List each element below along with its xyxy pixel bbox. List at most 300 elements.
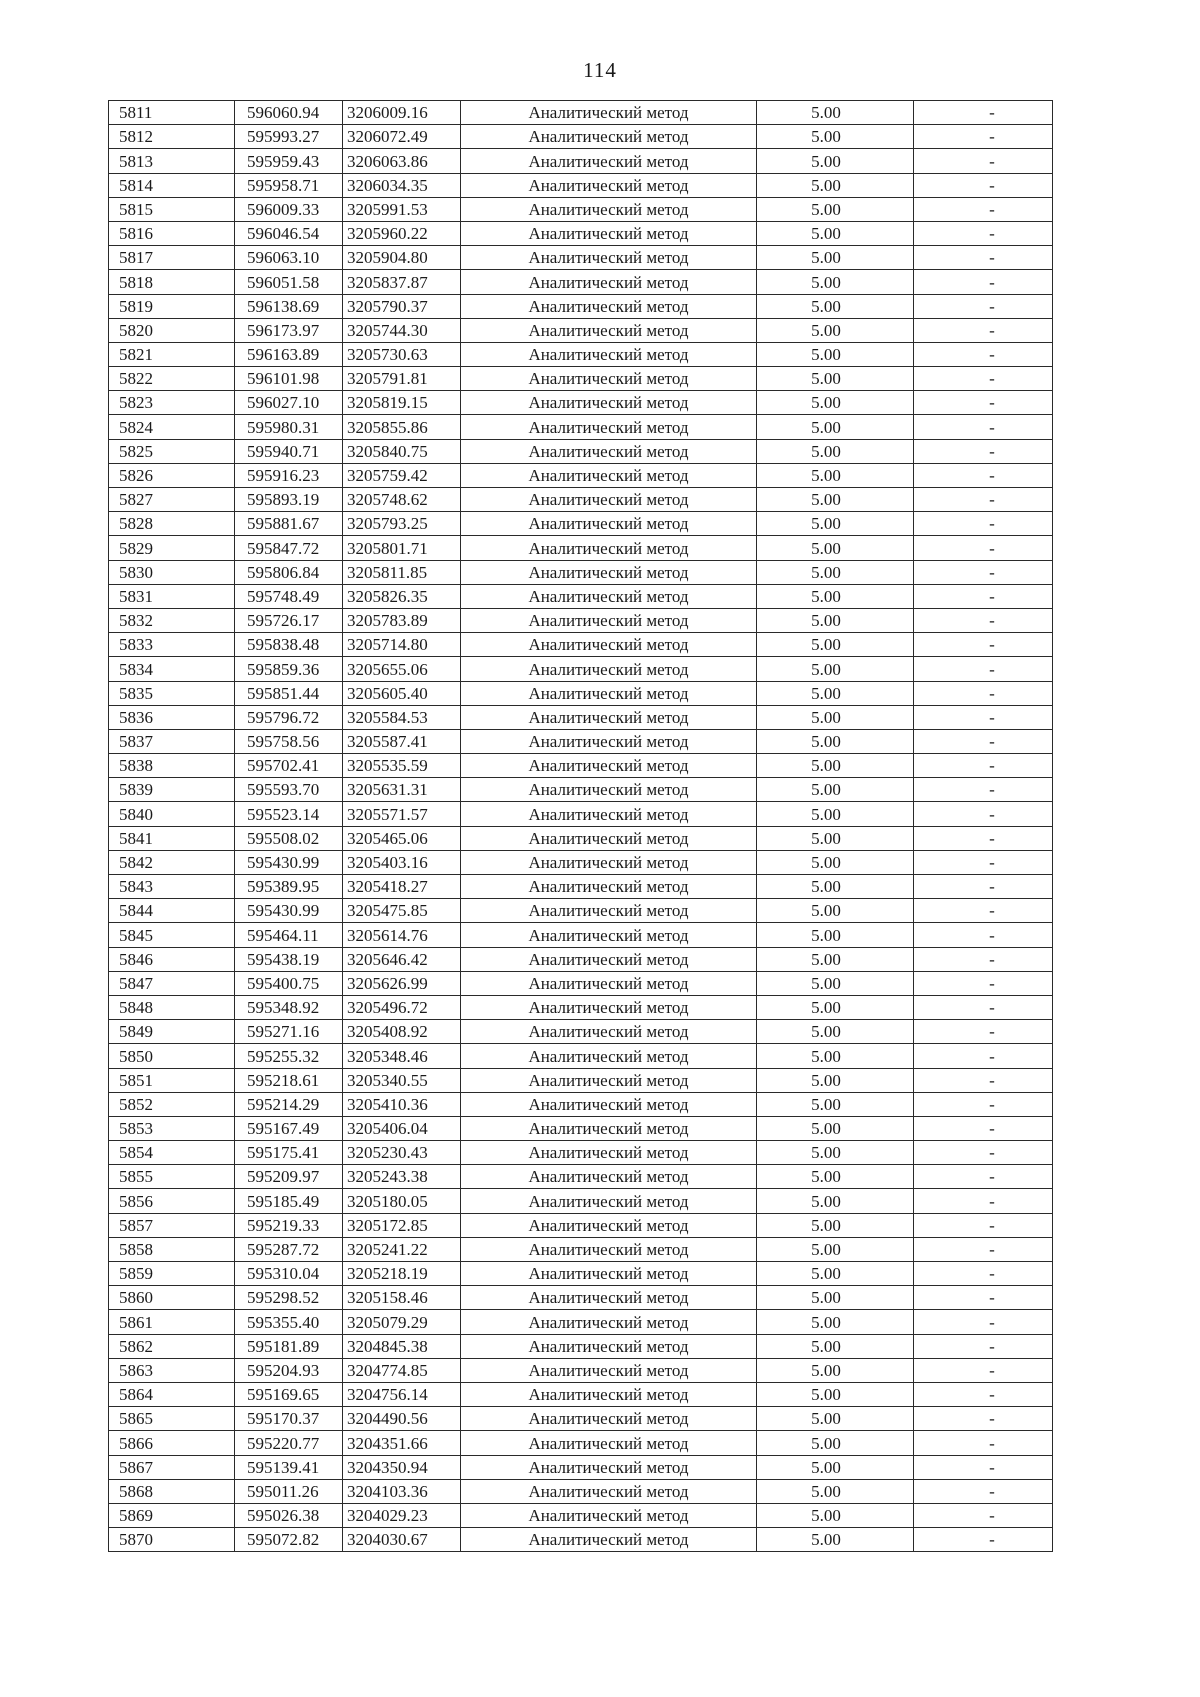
table-row bbox=[109, 681, 1053, 705]
method-cell: Аналитический метод bbox=[461, 149, 757, 173]
error-cell: - bbox=[914, 101, 1053, 125]
point-id-cell: 5850 bbox=[109, 1044, 235, 1068]
method-cell: Аналитический метод bbox=[461, 850, 757, 874]
point-id-cell: 5842 bbox=[109, 850, 235, 874]
y-coordinate-cell: 3205904.80 bbox=[343, 246, 461, 270]
point-id-cell: 5826 bbox=[109, 463, 235, 487]
y-coordinate-cell: 3205230.43 bbox=[343, 1141, 461, 1165]
method-cell: Аналитический метод bbox=[461, 947, 757, 971]
value-cell: 5.00 bbox=[757, 1092, 914, 1116]
method-cell: Аналитический метод bbox=[461, 1213, 757, 1237]
y-coordinate-cell: 3205403.16 bbox=[343, 850, 461, 874]
table-row bbox=[109, 342, 1053, 366]
method-cell: Аналитический метод bbox=[461, 826, 757, 850]
y-coordinate-cell: 3205410.36 bbox=[343, 1092, 461, 1116]
error-cell: - bbox=[914, 294, 1053, 318]
point-id-cell: 5825 bbox=[109, 439, 235, 463]
error-cell: - bbox=[914, 1431, 1053, 1455]
table-row bbox=[109, 512, 1053, 536]
method-cell: Аналитический метод bbox=[461, 536, 757, 560]
value-cell: 5.00 bbox=[757, 1237, 914, 1261]
method-cell: Аналитический метод bbox=[461, 802, 757, 826]
y-coordinate-cell: 3205811.85 bbox=[343, 560, 461, 584]
value-cell: 5.00 bbox=[757, 1431, 914, 1455]
x-coordinate-cell: 595702.41 bbox=[235, 754, 343, 778]
method-cell: Аналитический метод bbox=[461, 1237, 757, 1261]
method-cell: Аналитический метод bbox=[461, 875, 757, 899]
point-id-cell: 5838 bbox=[109, 754, 235, 778]
value-cell: 5.00 bbox=[757, 1382, 914, 1406]
point-id-cell: 5840 bbox=[109, 802, 235, 826]
point-id-cell: 5834 bbox=[109, 657, 235, 681]
point-id-cell: 5829 bbox=[109, 536, 235, 560]
table-row bbox=[109, 367, 1053, 391]
y-coordinate-cell: 3204490.56 bbox=[343, 1407, 461, 1431]
point-id-cell: 5856 bbox=[109, 1189, 235, 1213]
x-coordinate-cell: 595355.40 bbox=[235, 1310, 343, 1334]
value-cell: 5.00 bbox=[757, 270, 914, 294]
point-id-cell: 5867 bbox=[109, 1455, 235, 1479]
table-row bbox=[109, 1382, 1053, 1406]
value-cell: 5.00 bbox=[757, 608, 914, 632]
point-id-cell: 5853 bbox=[109, 1116, 235, 1140]
method-cell: Аналитический метод bbox=[461, 681, 757, 705]
method-cell: Аналитический метод bbox=[461, 729, 757, 753]
point-id-cell: 5847 bbox=[109, 971, 235, 995]
method-cell: Аналитический метод bbox=[461, 1503, 757, 1527]
table-row bbox=[109, 995, 1053, 1019]
method-cell: Аналитический метод bbox=[461, 1382, 757, 1406]
y-coordinate-cell: 3205408.92 bbox=[343, 1020, 461, 1044]
x-coordinate-cell: 596173.97 bbox=[235, 318, 343, 342]
error-cell: - bbox=[914, 1213, 1053, 1237]
error-cell: - bbox=[914, 125, 1053, 149]
point-id-cell: 5820 bbox=[109, 318, 235, 342]
error-cell: - bbox=[914, 826, 1053, 850]
x-coordinate-cell: 595940.71 bbox=[235, 439, 343, 463]
x-coordinate-cell: 596138.69 bbox=[235, 294, 343, 318]
x-coordinate-cell: 595726.17 bbox=[235, 608, 343, 632]
point-id-cell: 5854 bbox=[109, 1141, 235, 1165]
y-coordinate-cell: 3205819.15 bbox=[343, 391, 461, 415]
table-row bbox=[109, 1286, 1053, 1310]
point-id-cell: 5863 bbox=[109, 1358, 235, 1382]
error-cell: - bbox=[914, 367, 1053, 391]
point-id-cell: 5865 bbox=[109, 1407, 235, 1431]
method-cell: Аналитический метод bbox=[461, 318, 757, 342]
point-id-cell: 5844 bbox=[109, 899, 235, 923]
value-cell: 5.00 bbox=[757, 1407, 914, 1431]
method-cell: Аналитический метод bbox=[461, 270, 757, 294]
table-row bbox=[109, 729, 1053, 753]
value-cell: 5.00 bbox=[757, 246, 914, 270]
error-cell: - bbox=[914, 342, 1053, 366]
x-coordinate-cell: 595271.16 bbox=[235, 1020, 343, 1044]
method-cell: Аналитический метод bbox=[461, 1310, 757, 1334]
y-coordinate-cell: 3205172.85 bbox=[343, 1213, 461, 1237]
x-coordinate-cell: 595430.99 bbox=[235, 899, 343, 923]
method-cell: Аналитический метод bbox=[461, 1407, 757, 1431]
value-cell: 5.00 bbox=[757, 850, 914, 874]
point-id-cell: 5827 bbox=[109, 488, 235, 512]
method-cell: Аналитический метод bbox=[461, 1262, 757, 1286]
x-coordinate-cell: 595175.41 bbox=[235, 1141, 343, 1165]
value-cell: 5.00 bbox=[757, 512, 914, 536]
table-row bbox=[109, 705, 1053, 729]
method-cell: Аналитический метод bbox=[461, 923, 757, 947]
table-row bbox=[109, 1455, 1053, 1479]
value-cell: 5.00 bbox=[757, 1020, 914, 1044]
y-coordinate-cell: 3206009.16 bbox=[343, 101, 461, 125]
error-cell: - bbox=[914, 560, 1053, 584]
y-coordinate-cell: 3206063.86 bbox=[343, 149, 461, 173]
error-cell: - bbox=[914, 1382, 1053, 1406]
value-cell: 5.00 bbox=[757, 875, 914, 899]
table-body bbox=[109, 101, 1053, 1552]
value-cell: 5.00 bbox=[757, 1479, 914, 1503]
error-cell: - bbox=[914, 850, 1053, 874]
x-coordinate-cell: 595993.27 bbox=[235, 125, 343, 149]
point-id-cell: 5857 bbox=[109, 1213, 235, 1237]
value-cell: 5.00 bbox=[757, 149, 914, 173]
method-cell: Аналитический метод bbox=[461, 221, 757, 245]
y-coordinate-cell: 3205241.22 bbox=[343, 1237, 461, 1261]
error-cell: - bbox=[914, 1044, 1053, 1068]
method-cell: Аналитический метод bbox=[461, 1431, 757, 1455]
value-cell: 5.00 bbox=[757, 536, 914, 560]
error-cell: - bbox=[914, 705, 1053, 729]
point-id-cell: 5870 bbox=[109, 1528, 235, 1552]
y-coordinate-cell: 3205655.06 bbox=[343, 657, 461, 681]
value-cell: 5.00 bbox=[757, 923, 914, 947]
value-cell: 5.00 bbox=[757, 705, 914, 729]
value-cell: 5.00 bbox=[757, 318, 914, 342]
method-cell: Аналитический метод bbox=[461, 488, 757, 512]
value-cell: 5.00 bbox=[757, 439, 914, 463]
error-cell: - bbox=[914, 1092, 1053, 1116]
x-coordinate-cell: 595464.11 bbox=[235, 923, 343, 947]
value-cell: 5.00 bbox=[757, 488, 914, 512]
table-row bbox=[109, 125, 1053, 149]
x-coordinate-cell: 595139.41 bbox=[235, 1455, 343, 1479]
table-row bbox=[109, 584, 1053, 608]
point-id-cell: 5816 bbox=[109, 221, 235, 245]
value-cell: 5.00 bbox=[757, 1213, 914, 1237]
x-coordinate-cell: 595218.61 bbox=[235, 1068, 343, 1092]
x-coordinate-cell: 595181.89 bbox=[235, 1334, 343, 1358]
point-id-cell: 5824 bbox=[109, 415, 235, 439]
point-id-cell: 5821 bbox=[109, 342, 235, 366]
error-cell: - bbox=[914, 439, 1053, 463]
value-cell: 5.00 bbox=[757, 1528, 914, 1552]
y-coordinate-cell: 3205730.63 bbox=[343, 342, 461, 366]
table-row bbox=[109, 754, 1053, 778]
x-coordinate-cell: 596027.10 bbox=[235, 391, 343, 415]
point-id-cell: 5817 bbox=[109, 246, 235, 270]
x-coordinate-cell: 595310.04 bbox=[235, 1262, 343, 1286]
y-coordinate-cell: 3205535.59 bbox=[343, 754, 461, 778]
method-cell: Аналитический метод bbox=[461, 1189, 757, 1213]
error-cell: - bbox=[914, 463, 1053, 487]
point-id-cell: 5855 bbox=[109, 1165, 235, 1189]
value-cell: 5.00 bbox=[757, 391, 914, 415]
x-coordinate-cell: 595214.29 bbox=[235, 1092, 343, 1116]
x-coordinate-cell: 595209.97 bbox=[235, 1165, 343, 1189]
error-cell: - bbox=[914, 512, 1053, 536]
value-cell: 5.00 bbox=[757, 1358, 914, 1382]
x-coordinate-cell: 596163.89 bbox=[235, 342, 343, 366]
y-coordinate-cell: 3205465.06 bbox=[343, 826, 461, 850]
point-id-cell: 5828 bbox=[109, 512, 235, 536]
method-cell: Аналитический метод bbox=[461, 125, 757, 149]
point-id-cell: 5861 bbox=[109, 1310, 235, 1334]
error-cell: - bbox=[914, 1262, 1053, 1286]
y-coordinate-cell: 3204351.66 bbox=[343, 1431, 461, 1455]
y-coordinate-cell: 3205406.04 bbox=[343, 1116, 461, 1140]
x-coordinate-cell: 595220.77 bbox=[235, 1431, 343, 1455]
y-coordinate-cell: 3206034.35 bbox=[343, 173, 461, 197]
method-cell: Аналитический метод bbox=[461, 415, 757, 439]
method-cell: Аналитический метод bbox=[461, 995, 757, 1019]
y-coordinate-cell: 3205496.72 bbox=[343, 995, 461, 1019]
value-cell: 5.00 bbox=[757, 947, 914, 971]
y-coordinate-cell: 3205243.38 bbox=[343, 1165, 461, 1189]
table-row bbox=[109, 1116, 1053, 1140]
x-coordinate-cell: 595523.14 bbox=[235, 802, 343, 826]
y-coordinate-cell: 3205631.31 bbox=[343, 778, 461, 802]
table-row bbox=[109, 149, 1053, 173]
table-row bbox=[109, 633, 1053, 657]
table-row bbox=[109, 1262, 1053, 1286]
method-cell: Аналитический метод bbox=[461, 101, 757, 125]
method-cell: Аналитический метод bbox=[461, 560, 757, 584]
x-coordinate-cell: 596046.54 bbox=[235, 221, 343, 245]
error-cell: - bbox=[914, 1286, 1053, 1310]
table-row bbox=[109, 1528, 1053, 1552]
error-cell: - bbox=[914, 778, 1053, 802]
method-cell: Аналитический метод bbox=[461, 1044, 757, 1068]
error-cell: - bbox=[914, 1116, 1053, 1140]
method-cell: Аналитический метод bbox=[461, 1092, 757, 1116]
table-row bbox=[109, 1479, 1053, 1503]
error-cell: - bbox=[914, 681, 1053, 705]
method-cell: Аналитический метод bbox=[461, 439, 757, 463]
value-cell: 5.00 bbox=[757, 101, 914, 125]
y-coordinate-cell: 3204030.67 bbox=[343, 1528, 461, 1552]
error-cell: - bbox=[914, 1479, 1053, 1503]
error-cell: - bbox=[914, 729, 1053, 753]
table-row bbox=[109, 488, 1053, 512]
error-cell: - bbox=[914, 633, 1053, 657]
method-cell: Аналитический метод bbox=[461, 633, 757, 657]
value-cell: 5.00 bbox=[757, 294, 914, 318]
table-row bbox=[109, 826, 1053, 850]
value-cell: 5.00 bbox=[757, 1141, 914, 1165]
error-cell: - bbox=[914, 875, 1053, 899]
method-cell: Аналитический метод bbox=[461, 367, 757, 391]
table-row bbox=[109, 947, 1053, 971]
x-coordinate-cell: 595219.33 bbox=[235, 1213, 343, 1237]
point-id-cell: 5818 bbox=[109, 270, 235, 294]
method-cell: Аналитический метод bbox=[461, 971, 757, 995]
x-coordinate-cell: 595298.52 bbox=[235, 1286, 343, 1310]
error-cell: - bbox=[914, 995, 1053, 1019]
x-coordinate-cell: 595204.93 bbox=[235, 1358, 343, 1382]
value-cell: 5.00 bbox=[757, 342, 914, 366]
y-coordinate-cell: 3205826.35 bbox=[343, 584, 461, 608]
table-row bbox=[109, 1165, 1053, 1189]
x-coordinate-cell: 595859.36 bbox=[235, 657, 343, 681]
point-id-cell: 5811 bbox=[109, 101, 235, 125]
point-id-cell: 5864 bbox=[109, 1382, 235, 1406]
table-row bbox=[109, 850, 1053, 874]
y-coordinate-cell: 3205587.41 bbox=[343, 729, 461, 753]
value-cell: 5.00 bbox=[757, 415, 914, 439]
method-cell: Аналитический метод bbox=[461, 512, 757, 536]
value-cell: 5.00 bbox=[757, 1455, 914, 1479]
x-coordinate-cell: 595847.72 bbox=[235, 536, 343, 560]
table-row bbox=[109, 1141, 1053, 1165]
table-row bbox=[109, 1189, 1053, 1213]
y-coordinate-cell: 3205791.81 bbox=[343, 367, 461, 391]
table-row bbox=[109, 1431, 1053, 1455]
point-id-cell: 5846 bbox=[109, 947, 235, 971]
point-id-cell: 5815 bbox=[109, 197, 235, 221]
table-row bbox=[109, 1334, 1053, 1358]
error-cell: - bbox=[914, 391, 1053, 415]
y-coordinate-cell: 3205340.55 bbox=[343, 1068, 461, 1092]
error-cell: - bbox=[914, 536, 1053, 560]
value-cell: 5.00 bbox=[757, 173, 914, 197]
x-coordinate-cell: 595170.37 bbox=[235, 1407, 343, 1431]
page-number: 114 bbox=[583, 58, 617, 82]
value-cell: 5.00 bbox=[757, 657, 914, 681]
error-cell: - bbox=[914, 608, 1053, 632]
point-id-cell: 5859 bbox=[109, 1262, 235, 1286]
x-coordinate-cell: 595438.19 bbox=[235, 947, 343, 971]
value-cell: 5.00 bbox=[757, 560, 914, 584]
value-cell: 5.00 bbox=[757, 1334, 914, 1358]
x-coordinate-cell: 595758.56 bbox=[235, 729, 343, 753]
y-coordinate-cell: 3204845.38 bbox=[343, 1334, 461, 1358]
y-coordinate-cell: 3205837.87 bbox=[343, 270, 461, 294]
y-coordinate-cell: 3205793.25 bbox=[343, 512, 461, 536]
error-cell: - bbox=[914, 1141, 1053, 1165]
x-coordinate-cell: 596051.58 bbox=[235, 270, 343, 294]
point-id-cell: 5845 bbox=[109, 923, 235, 947]
error-cell: - bbox=[914, 488, 1053, 512]
value-cell: 5.00 bbox=[757, 367, 914, 391]
table-row bbox=[109, 270, 1053, 294]
point-id-cell: 5822 bbox=[109, 367, 235, 391]
method-cell: Аналитический метод bbox=[461, 173, 757, 197]
method-cell: Аналитический метод bbox=[461, 608, 757, 632]
x-coordinate-cell: 595958.71 bbox=[235, 173, 343, 197]
y-coordinate-cell: 3205744.30 bbox=[343, 318, 461, 342]
x-coordinate-cell: 595185.49 bbox=[235, 1189, 343, 1213]
y-coordinate-cell: 3205348.46 bbox=[343, 1044, 461, 1068]
y-coordinate-cell: 3205991.53 bbox=[343, 197, 461, 221]
table-row bbox=[109, 657, 1053, 681]
error-cell: - bbox=[914, 221, 1053, 245]
point-id-cell: 5837 bbox=[109, 729, 235, 753]
value-cell: 5.00 bbox=[757, 995, 914, 1019]
y-coordinate-cell: 3205840.75 bbox=[343, 439, 461, 463]
method-cell: Аналитический метод bbox=[461, 705, 757, 729]
table-row bbox=[109, 560, 1053, 584]
point-id-cell: 5832 bbox=[109, 608, 235, 632]
point-id-cell: 5868 bbox=[109, 1479, 235, 1503]
table-row bbox=[109, 1068, 1053, 1092]
method-cell: Аналитический метод bbox=[461, 463, 757, 487]
x-coordinate-cell: 595959.43 bbox=[235, 149, 343, 173]
x-coordinate-cell: 595916.23 bbox=[235, 463, 343, 487]
y-coordinate-cell: 3205855.86 bbox=[343, 415, 461, 439]
error-cell: - bbox=[914, 270, 1053, 294]
error-cell: - bbox=[914, 1068, 1053, 1092]
value-cell: 5.00 bbox=[757, 1165, 914, 1189]
table-row bbox=[109, 1358, 1053, 1382]
error-cell: - bbox=[914, 1189, 1053, 1213]
error-cell: - bbox=[914, 1237, 1053, 1261]
method-cell: Аналитический метод bbox=[461, 1116, 757, 1140]
point-id-cell: 5830 bbox=[109, 560, 235, 584]
y-coordinate-cell: 3205714.80 bbox=[343, 633, 461, 657]
value-cell: 5.00 bbox=[757, 729, 914, 753]
point-id-cell: 5869 bbox=[109, 1503, 235, 1527]
value-cell: 5.00 bbox=[757, 899, 914, 923]
point-id-cell: 5866 bbox=[109, 1431, 235, 1455]
error-cell: - bbox=[914, 802, 1053, 826]
table-row bbox=[109, 923, 1053, 947]
x-coordinate-cell: 596060.94 bbox=[235, 101, 343, 125]
method-cell: Аналитический метод bbox=[461, 1455, 757, 1479]
error-cell: - bbox=[914, 1407, 1053, 1431]
table-row bbox=[109, 1213, 1053, 1237]
method-cell: Аналитический метод bbox=[461, 1286, 757, 1310]
table-row bbox=[109, 246, 1053, 270]
value-cell: 5.00 bbox=[757, 971, 914, 995]
error-cell: - bbox=[914, 657, 1053, 681]
table-row bbox=[109, 875, 1053, 899]
x-coordinate-cell: 595881.67 bbox=[235, 512, 343, 536]
value-cell: 5.00 bbox=[757, 1262, 914, 1286]
value-cell: 5.00 bbox=[757, 802, 914, 826]
method-cell: Аналитический метод bbox=[461, 1165, 757, 1189]
y-coordinate-cell: 3204103.36 bbox=[343, 1479, 461, 1503]
y-coordinate-cell: 3206072.49 bbox=[343, 125, 461, 149]
error-cell: - bbox=[914, 415, 1053, 439]
y-coordinate-cell: 3205418.27 bbox=[343, 875, 461, 899]
method-cell: Аналитический метод bbox=[461, 294, 757, 318]
point-id-cell: 5849 bbox=[109, 1020, 235, 1044]
value-cell: 5.00 bbox=[757, 1068, 914, 1092]
method-cell: Аналитический метод bbox=[461, 754, 757, 778]
error-cell: - bbox=[914, 1455, 1053, 1479]
x-coordinate-cell: 596101.98 bbox=[235, 367, 343, 391]
method-cell: Аналитический метод bbox=[461, 391, 757, 415]
method-cell: Аналитический метод bbox=[461, 584, 757, 608]
point-id-cell: 5839 bbox=[109, 778, 235, 802]
value-cell: 5.00 bbox=[757, 826, 914, 850]
point-id-cell: 5823 bbox=[109, 391, 235, 415]
error-cell: - bbox=[914, 1503, 1053, 1527]
y-coordinate-cell: 3205801.71 bbox=[343, 536, 461, 560]
table-row bbox=[109, 197, 1053, 221]
table-row bbox=[109, 1044, 1053, 1068]
y-coordinate-cell: 3205790.37 bbox=[343, 294, 461, 318]
point-id-cell: 5813 bbox=[109, 149, 235, 173]
